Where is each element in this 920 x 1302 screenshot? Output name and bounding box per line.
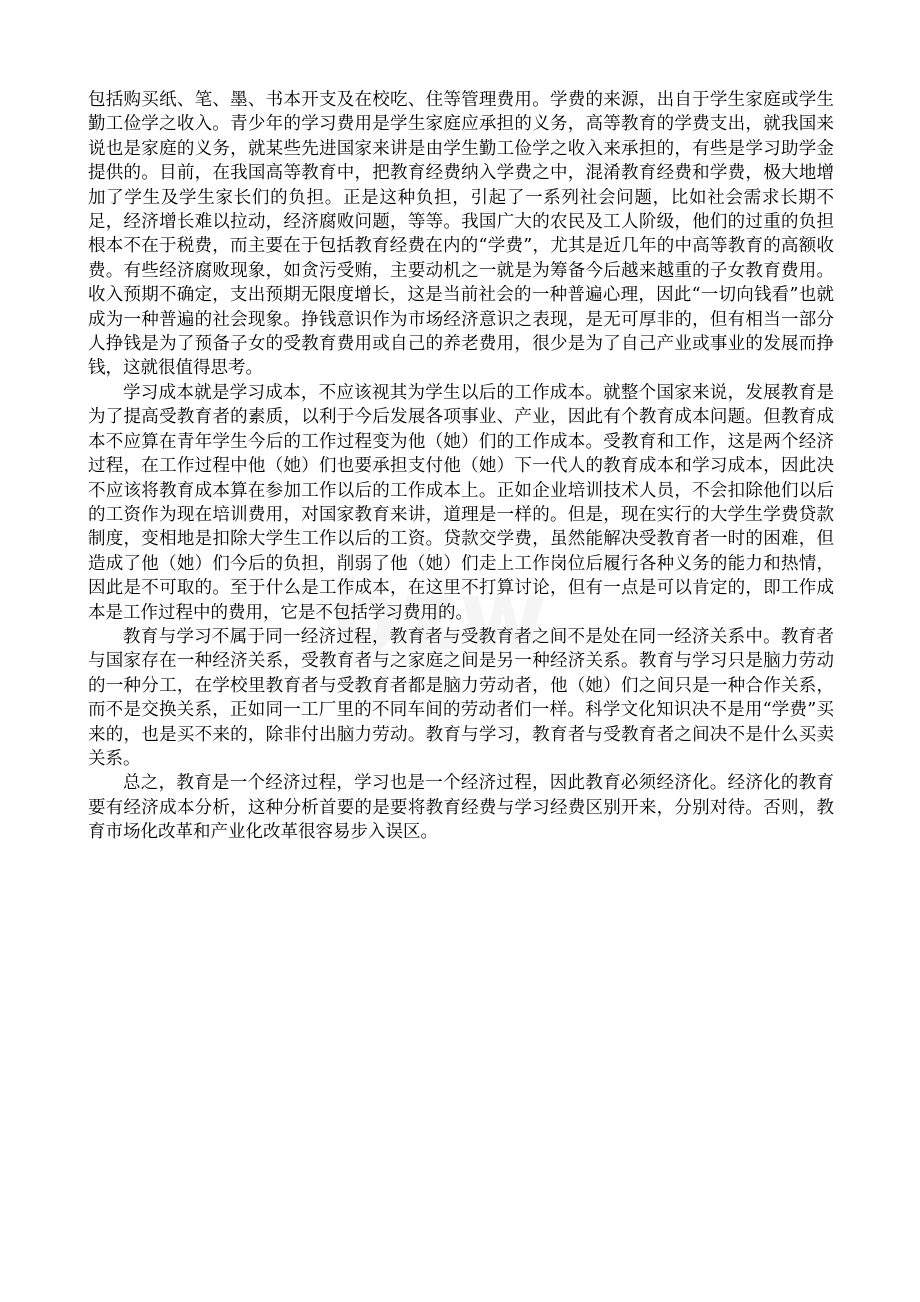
paragraph-3: 教育与学习不属于同一经济过程，教育者与受教育者之间不是处在同一经济关系中。教育者与国家存在一种经济关系，受教育者与之家庭之间是另一种经济关系。教育与学习只是脑力劳动的一种分工，在学校里教育者与受教育者都是脑力劳动者，他（她）们之间只是一种合作关系，而不是交换关系，正如同一工厂里的不同车间的劳动者们一样。科学文化知识决不是用“学费”买来的，也是买不来的，除非付出脑力劳动。教育与学习，教育者与受教育者之间决不是什么买卖关系。	[88, 626, 834, 769]
document-body	[88, 88, 834, 845]
paragraph-2: 学习成本就是学习成本，不应该视其为学生以后的工作成本。就整个国家来说，发展教育是为了提高受教育者的素质，以利于今后发展各项事业、产业，因此有个教育成本问题。但教育成本不应算在青年学生今后的工作过程变为他（她）们的工作成本。受教育和工作，这是两个经济过程，在工作过程中他（她）们也要承担支付他（她）下一代人的教育成本和学习成本，因此决不应该将教育成本算在参加工作以后的工作成本上。正如企业培训技术人员，不会扣除他们以后的工资作为现在培训费用，对国家教育来讲，道理是一样的。但是，现在实行的大学生学费贷款制度，变相地是扣除大学生工作以后的工资。贷款交学费，虽然能解决受教育者一时的困难，但造成了他（她）们今后的负担，削弱了他（她）们走上工作岗位后履行各种义务的能力和热情，因此是不可取的。至于什么是工作成本，在这里不打算讨论，但有一点是可以肯定的，即工作成本是工作过程中的费用，它是不包括学习费用的。	[88, 382, 834, 623]
paragraph-4: 总之，教育是一个经济过程，学习也是一个经济过程，因此教育必须经济化。经济化的教育要有经济成本分析，这种分析首要的是要将教育经费与学习经费区别开来，分别对待。否则，教育市场化改革和产业化改革很容易步入误区。	[88, 773, 834, 843]
paragraph-1: 包括购买纸、笔、墨、书本开支及在校吃、住等管理费用。学费的来源，出自于学生家庭或学生勤工俭学之收入。青少年的学习费用是学生家庭应承担的义务，高等教育的学费支出，就我国来说也是家庭的义务，就某些先进国家来讲是由学生勤工俭学之收入来承担的，有些是学习助学金提供的。目前，在我国高等教育中，把教育经费纳入学费之中，混淆教育经费和学费，极大地增加了学生及学生家长们的负担。正是这种负担，引起了一系列社会问题，比如社会需求长期不足，经济增长难以拉动，经济腐败问题，等等。我国广大的农民及工人阶级，他们的过重的负担根本不在于税费，而主要在于包括教育经费在内的“学费”，尤其是近几年的中高等教育的高额收费。有些经济腐败现象，如贪污受贿，主要动机之一就是为筹备今后越来越重的子女教育费用。收入预期不确定，支出预期无限度增长，这是当前社会的一种普遍心理，因此“一切向钱看”也就成为一种普遍的社会现象。挣钱意识作为市场经济意识之表现，是无可厚非的，但有相当一部分人挣钱是为了预备子女的受教育费用或自己的养老费用，很少是为了自己产业或事业的发展而挣钱，这就很值得思考。	[88, 90, 834, 379]
